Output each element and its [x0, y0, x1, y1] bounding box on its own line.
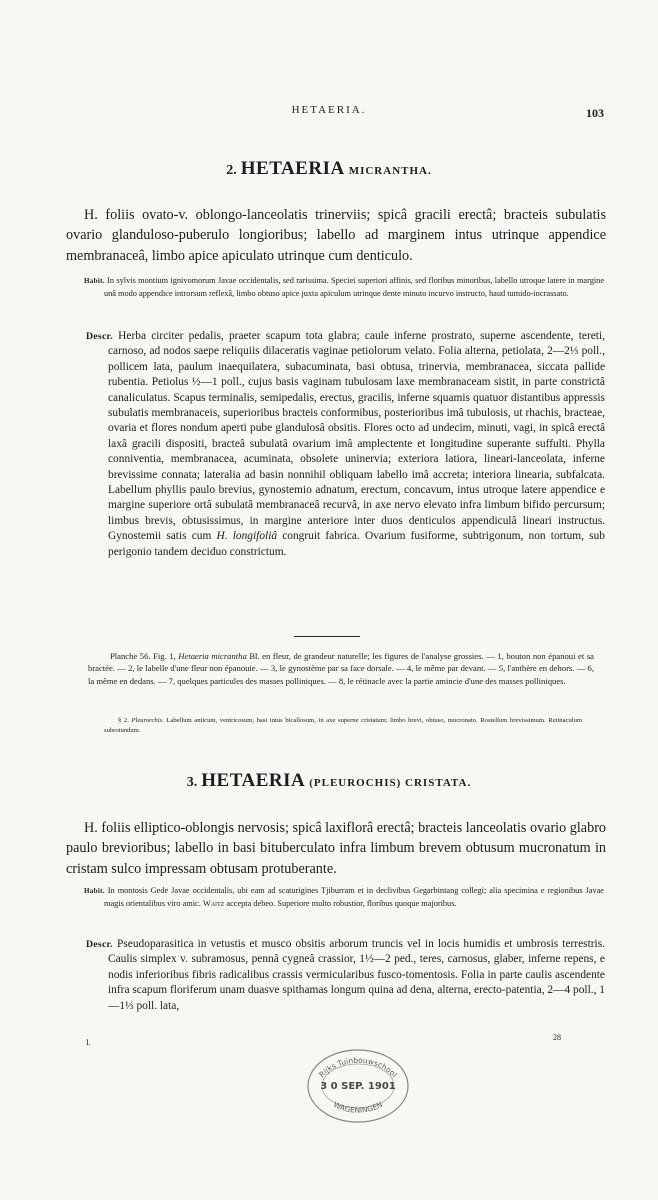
section-note-pleurorchis — [104, 716, 582, 736]
section-divider — [294, 636, 360, 637]
description-text-end: congruit fabrica. Ovarium fusiforme, subtrigonum, non tortum, sub perigonio tandem deciduo constrictum. — [108, 530, 605, 558]
species-genus: HETAERIA — [201, 770, 306, 791]
collector-name: Waitz — [202, 898, 225, 908]
plate-text: Bl. en fleur, de grandeur naturelle; les figures de l'analyse grossies. — 1, bouton non épanoui et sa bractée. — 2, le labelle d'une fleur non épanouie. — 3, le gynostème par sa face dorsale. — 4, le même par devant. — 5, l'anthère en dehors. — 6, la même en dedans. — 7, quelques particules des masses polliniques. — 8, le rétinacle avec la partie amincie d'une des masses polliniques. — [88, 651, 594, 686]
section-prefix: § 2. — [118, 717, 132, 724]
description-text: Herba circiter pedalis, praeter scapum tota glabra; caule inferne prostrato, superne ascendente, tereti, carnoso, ad nodos saepe reliquiis dilaceratis vaginae petiolorum velato. Folia alterna, petiolata, 2—2⅓ poll., pollicem lata, paulum inaequilatera, subacuminata, basi obtusa, trinervia, membranacea, siccata pallide rubentia. Petiolus ½—1 poll., cujus basis vaginam tubulosam laxe membranaceam sistit, in parte constrictâ canaliculatus. Scapus terminalis, semipedalis, erectus, gracilis, inferne squamis quatuor distantibus appressis subulatis membranaceis, superioribus bracteis conformibus, posterioribus imâ tubulosis, ut rhachis, bracteae, ovaria et flores nondum aperti pube glandulosâ obsitis. Flores octo ad undecim, minuti, vagi, in spicâ erectâ laxâ gracili dispositi, bracteâ subulatâ ovarium imâ amplectente et longitudine superante suffulti. Phylla conniventia, membranacea, acuminata, obsolete uninervia; exteriora latiora, lineari-lanceolata, inferne brevissime connata; lateralia ad basin nonnihil obliquam labello imâ accreta; interiora linearia, subfalcata. Labellum phyllis paulo brevius, gynostemio adnatum, erectum, concavum, intus utroque latere appendice e margine superiore ortâ subulatâ membranaceâ recurvâ, in axe nervo elevato infra limbum bifido percursum; limbus brevis, obtusissimus, in margine anteriore inter duos denticulos appendiculâ lineari instructus. Gynostemii satis cum — [108, 330, 605, 543]
description-text: Pseudoparasitica in vetustis et musco obsitis arborum truncis vel in locis humidis et umbrosis terrestris. Caulis simplex v. subramosus, pennâ cygneâ crassior, 1½—2 ped., teres, carnosus, glaber, inferne repens, e nodis inferioribus fibris radicalibus crassis vermicularibus fusco-tomentosis. Folia in parte caulis ascendente infra scapum floriferum unam duasve spithamas longum quina ad dena, alterna, erecto-patentia, 2—4 poll., 1—1⅓ poll. lata, — [108, 938, 605, 1012]
habitat-micrantha — [84, 275, 604, 299]
plate-species-name: Hetaeria micrantha — [178, 651, 247, 661]
diagnosis-cristata: H. foliis elliptico-oblongis nervosis; spicâ laxiflorâ erectâ; bracteis lanceolatis ovario glabro paulo brevioribus; labello in basi bituberculato infra limbum brevem obtusum mucronatum in cristam sulco impressam obtusam protuberante. — [66, 820, 607, 877]
running-title: HETAERIA. — [291, 104, 367, 116]
habitat-label: Habit. — [84, 277, 105, 285]
plate-caption — [88, 650, 594, 687]
species-number: 3. — [186, 775, 198, 790]
description-label: Descr. — [86, 939, 113, 950]
species-heading-micrantha — [0, 158, 658, 180]
library-stamp — [302, 1038, 414, 1124]
signature-mark-right: 28 — [553, 1033, 561, 1042]
species-epithet: (PLEUROCHIS) CRISTATA. — [309, 777, 472, 789]
section-text: Labellum anticum, ventricosum, basi intus bicallosum, in axe superne cristatum; limbo brevi, obtuso, mucronato. Rostellum brevissimum. Retinaculum subrotundum. — [104, 717, 582, 735]
description-micrantha — [86, 329, 605, 560]
diagnosis-micrantha: H. foliis ovato-v. oblongo-lanceolatis trinerviis; spicâ gracili erectâ; bracteis subulatis ovario glanduloso-puberulo longioribus; labello ad marginem intus utrinque appendice membranaceâ, limbo apice apiculato utrinque cum denticulo. — [66, 207, 606, 264]
page-number: 103 — [586, 106, 604, 120]
species-heading-cristata — [0, 770, 658, 792]
habitat-cristata — [84, 885, 604, 909]
description-label: Descr. — [86, 331, 113, 342]
species-epithet: MICRANTHA. — [348, 165, 432, 177]
description-cristata — [86, 937, 605, 1014]
stamp-top-text: Rijks Tuinbouwschool — [317, 1055, 399, 1080]
habitat-text: In sylvis montium ignivomorum Javae occidentalis, sed rarissima. Speciei superiori affinis, sed floribus minoribus, labello utroque latere in margine unâ modo appendice introrsum reflexâ, limbo obtuso apice juxta apiculum utrinque dente minuto incurvo instructo, haud tumido-incrassato. — [104, 276, 605, 298]
section-name: Pleurorchis. — [131, 717, 164, 724]
species-number: 2. — [226, 163, 237, 178]
stamp-date: 3 0 SEP. 1901 — [320, 1081, 396, 1092]
species-genus: HETAERIA — [240, 158, 345, 179]
habitat-label: Habit. — [84, 887, 105, 895]
stamp-bottom-text: WAGENINGEN — [332, 1099, 384, 1115]
habitat-text-end: accepta debeo. Superiore multo robustior, floribus quoque majoribus. — [224, 898, 457, 908]
description-italic-name: H. longifoliâ — [216, 530, 278, 543]
signature-mark-left: I. — [86, 1038, 91, 1047]
plate-prefix: Planche 56. Fig. 1, — [110, 651, 179, 661]
habitat-text: In montosis Gede Javae occidentalis, ubi eam ad scaturigines Tjiburram et in declivibus Gegarbintang collegi; alia specimina e regionibus Javae magis orientalibus viro amic. — [104, 886, 604, 908]
